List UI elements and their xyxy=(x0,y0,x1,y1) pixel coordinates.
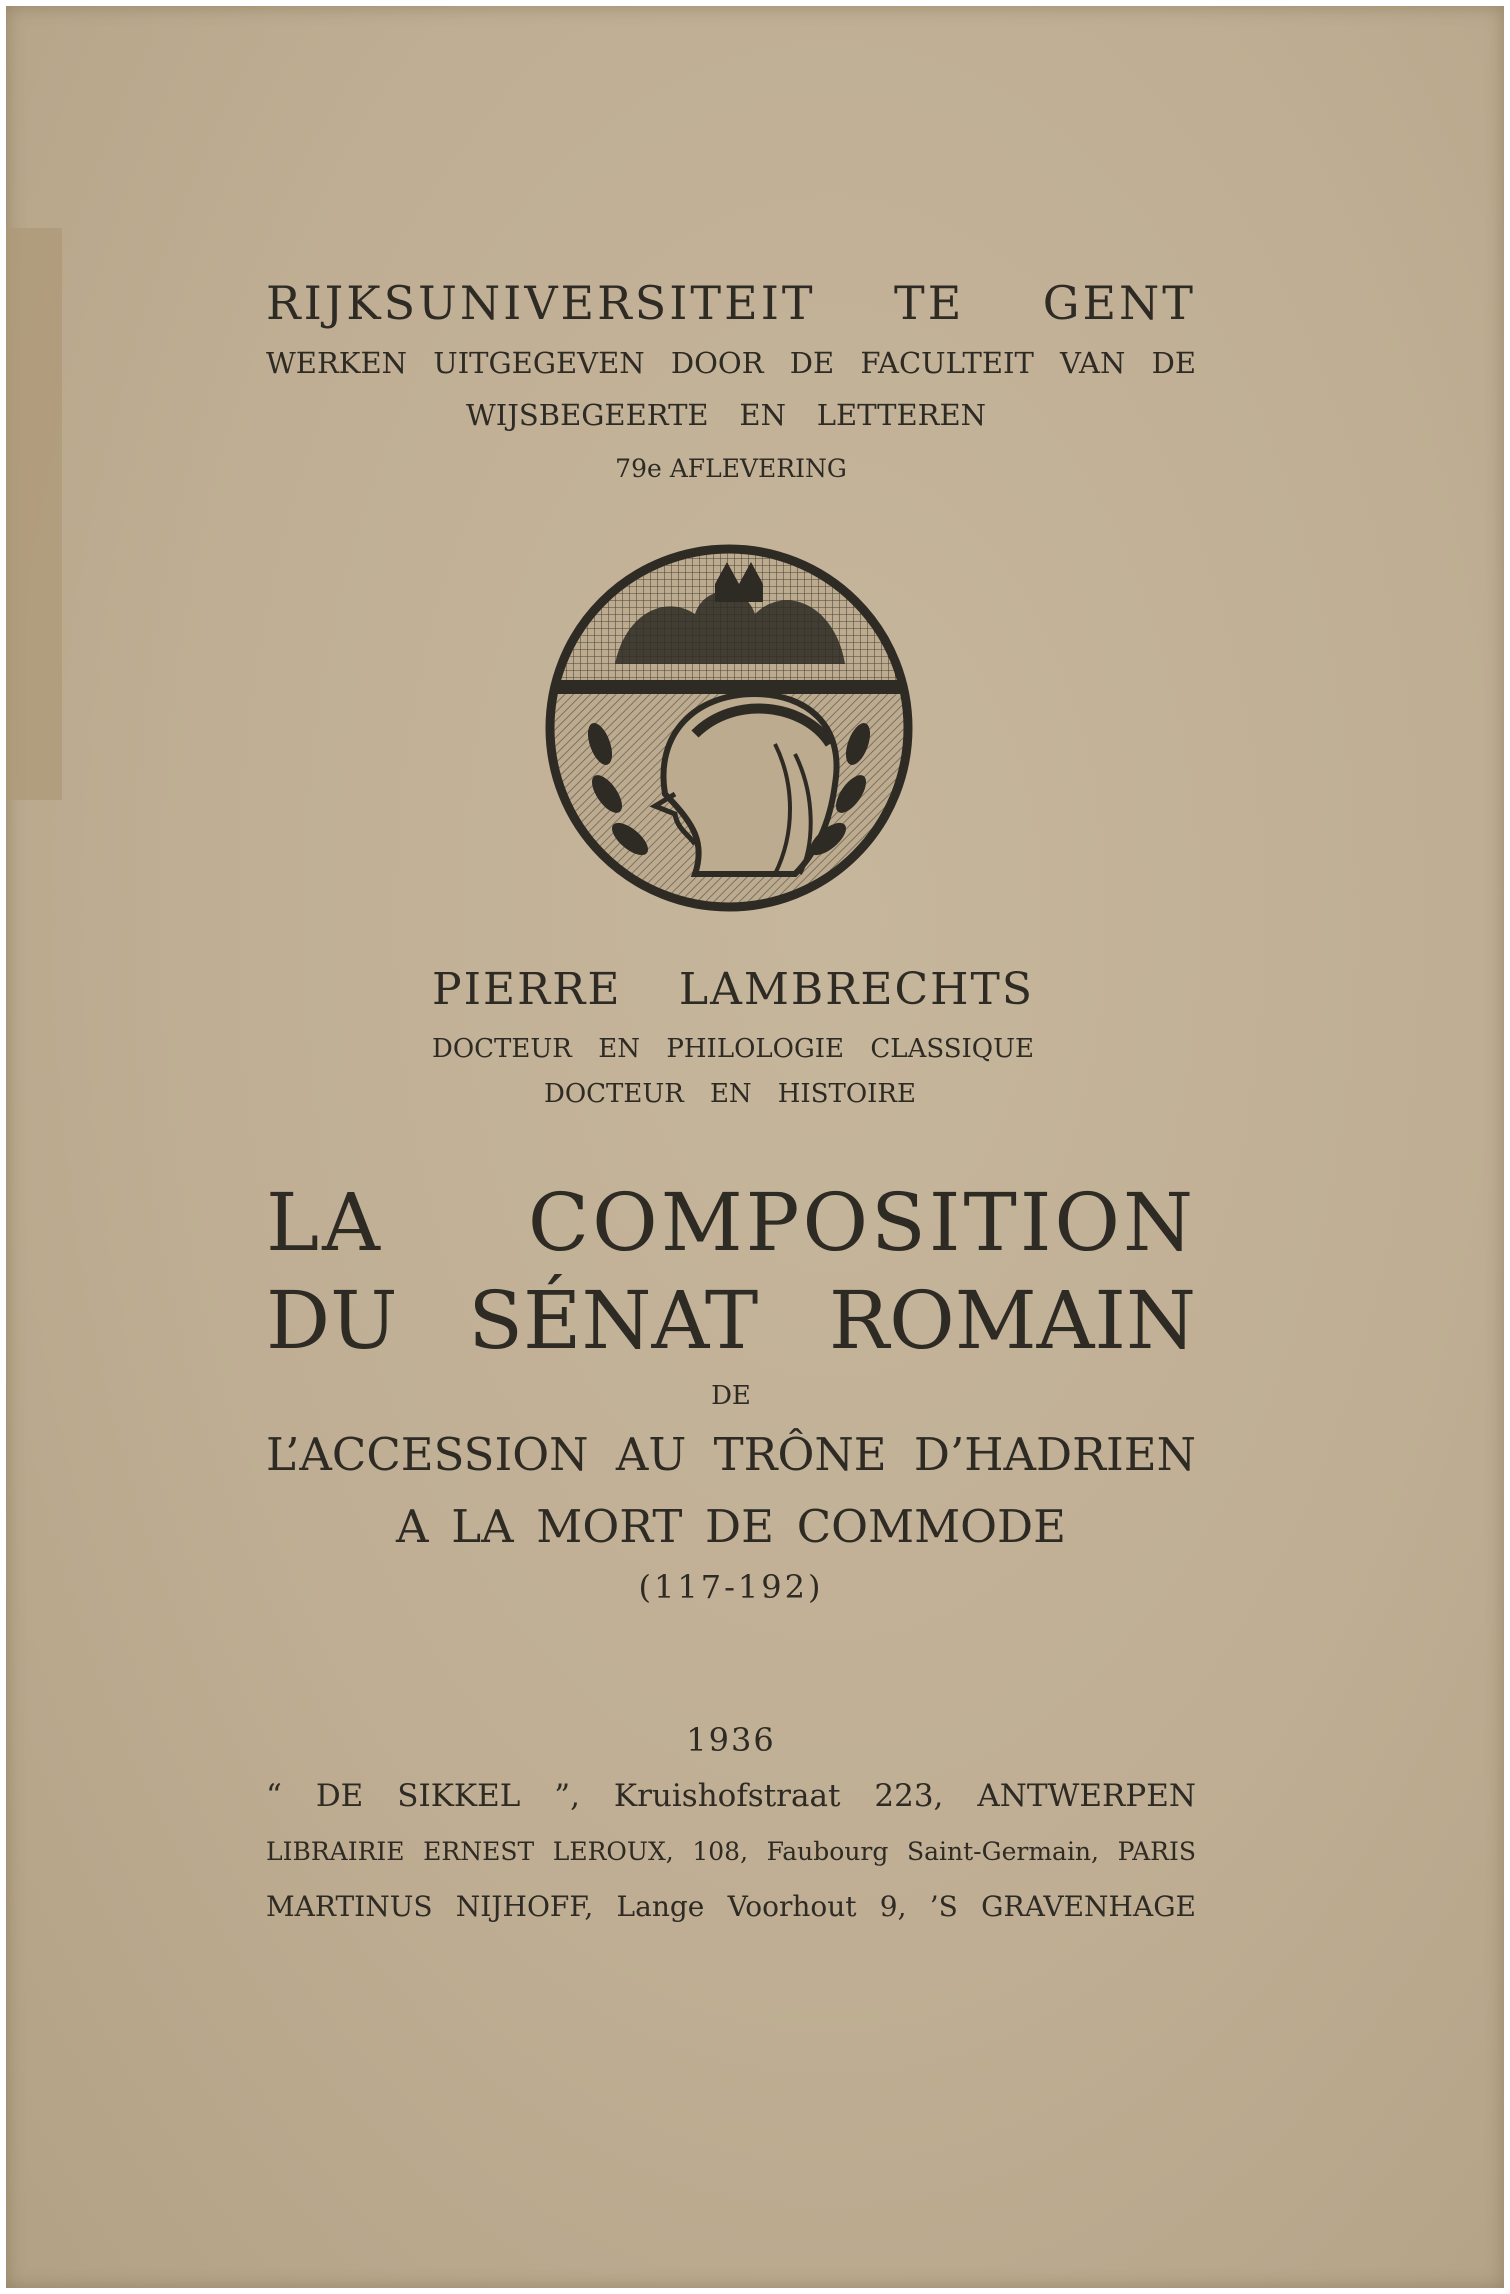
author-name: PIERRE LAMBRECHTS xyxy=(432,964,1034,1015)
title-line-1: LA COMPOSITION xyxy=(266,1176,1196,1269)
title-line-4: A LA MORT DE COMMODE xyxy=(396,1500,1066,1553)
title-connector: DE xyxy=(711,1381,751,1411)
series-line-1: WERKEN UITGEGEVEN DOOR DE FACULTEIT VAN DE xyxy=(266,346,1196,380)
publisher-gravenhage: MARTINUS NIJHOFF, Lange Voorhout 9, ’S GRAVENHAGE xyxy=(266,1890,1196,1923)
author-degree-1: DOCTEUR EN PHILOLOGIE CLASSIQUE xyxy=(432,1034,1034,1064)
university-name: RIJKSUNIVERSITEIT TE GENT xyxy=(266,276,1196,330)
series-line-2: WIJSBEGEERTE EN LETTEREN xyxy=(466,398,986,432)
title-years: (117-192) xyxy=(638,1568,824,1606)
university-seal-emblem xyxy=(545,544,913,912)
spine-stain xyxy=(6,228,62,800)
publication-year: 1936 xyxy=(686,1721,776,1759)
author-degree-2: DOCTEUR EN HISTOIRE xyxy=(544,1079,916,1109)
publisher-paris: LIBRAIRIE ERNEST LEROUX, 108, Faubourg Saint-Germain, PARIS xyxy=(266,1837,1196,1866)
book-cover xyxy=(6,6,1504,2288)
publisher-antwerpen: “ DE SIKKEL ”, Kruishofstraat 223, ANTWERPEN xyxy=(266,1778,1196,1814)
title-line-3: L’ACCESSION AU TRÔNE D’HADRIEN xyxy=(266,1428,1196,1481)
title-line-2: DU SÉNAT ROMAIN xyxy=(266,1274,1196,1367)
issue-number: 79e AFLEVERING xyxy=(615,454,847,483)
